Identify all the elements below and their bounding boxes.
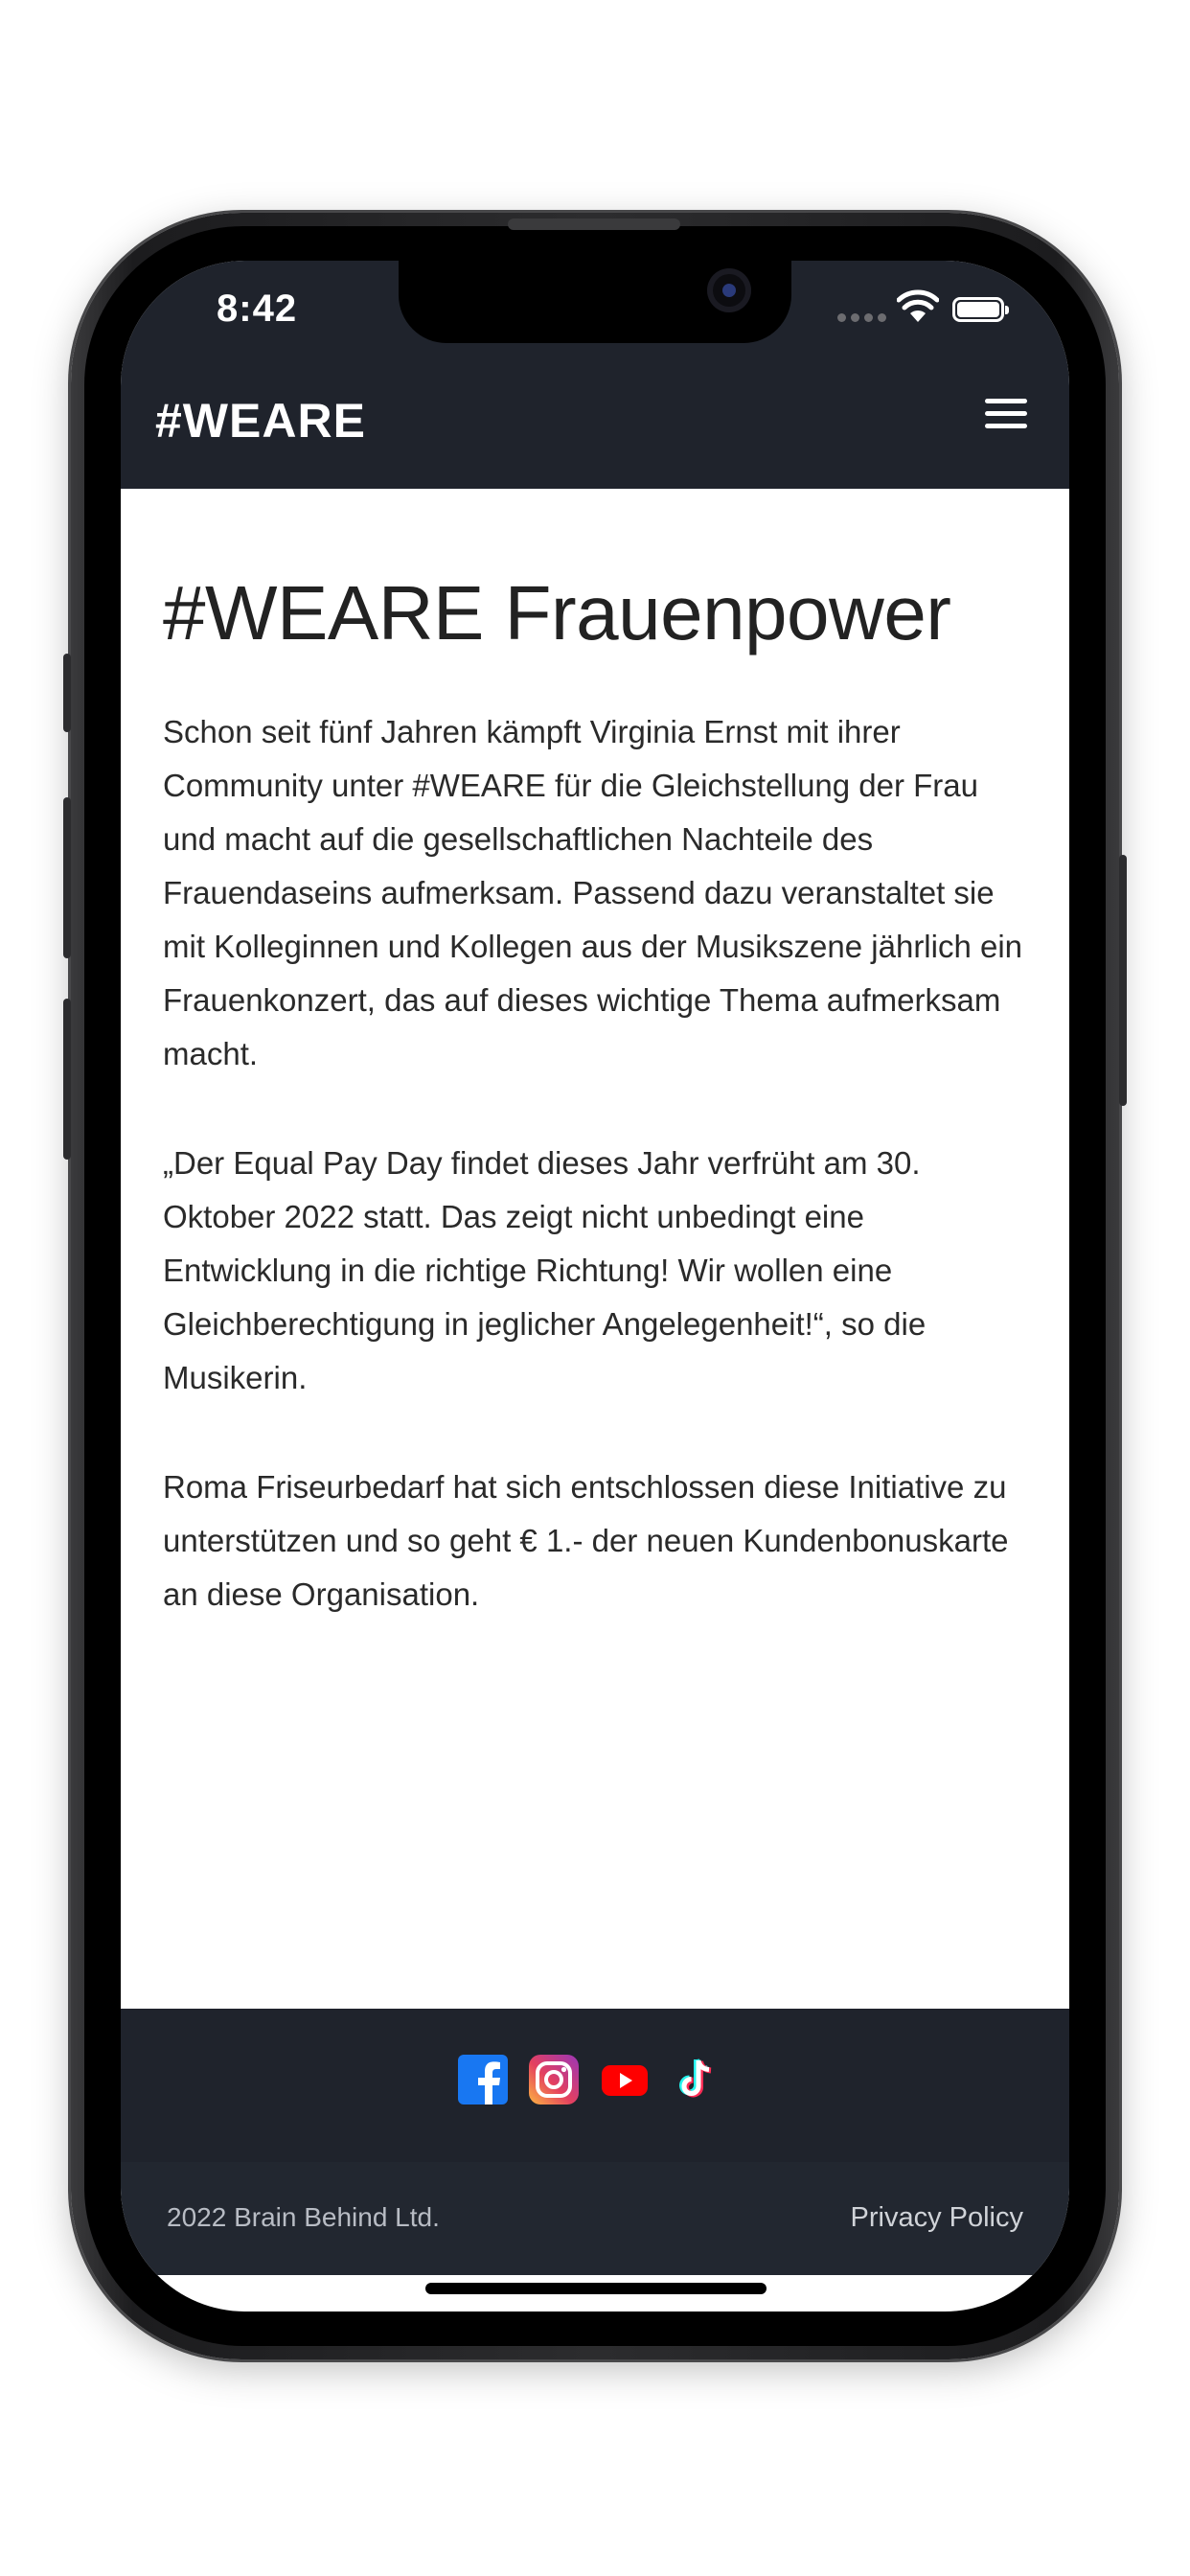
article-paragraph-1: Schon seit fünf Jahren kämpft Virginia Ernst mit ihrer Community unter #WEARE für die Gleichstellung der Frau und macht auf die gesellschaftlichen Nachteile des Frauendaseins aufmerksam. Passend dazu veranstaltet sie mit Kolleginnen und Kollegen aus der Musikszene jährlich ein Frauenkonzert, das auf dieses wichtige Thema aufmerksam macht. <box>163 714 1023 1071</box>
front-camera-icon <box>707 268 751 312</box>
volume-down-button <box>63 999 71 1160</box>
brand-logo[interactable]: #WEARE <box>155 394 366 448</box>
mute-switch <box>63 654 71 732</box>
phone-screen <box>121 261 1069 2312</box>
copyright-text: 2022 Brain Behind Ltd. <box>167 2202 440 2232</box>
article-paragraph-3: Roma Friseurbedarf hat sich entschlossen diese Initiative zu unterstützen und so geht € 1.- der neuen Kundenbonuskarte an diese Organisation. <box>163 1469 1009 1612</box>
dynamic-notch <box>399 261 791 343</box>
social-footer <box>121 2009 1069 2162</box>
status-time: 8:42 <box>217 288 298 330</box>
tiktok-icon[interactable] <box>671 2055 721 2104</box>
wifi-icon <box>897 289 939 324</box>
article-content <box>163 489 1025 1622</box>
power-button <box>1119 855 1127 1106</box>
earpiece-speaker <box>508 218 680 230</box>
cellular-signal-icon <box>837 313 886 322</box>
phone-frame <box>71 213 1119 2359</box>
app-header <box>121 261 1069 489</box>
instagram-icon[interactable] <box>529 2055 579 2104</box>
hamburger-menu-icon[interactable] <box>985 399 1027 431</box>
page-title: #WEARE Frauenpower <box>163 570 951 656</box>
facebook-icon[interactable] <box>458 2055 508 2104</box>
youtube-icon[interactable] <box>600 2055 650 2104</box>
battery-icon <box>952 297 1004 322</box>
social-links <box>458 2055 721 2104</box>
volume-up-button <box>63 797 71 958</box>
privacy-policy-link[interactable]: Privacy Policy <box>850 2202 1023 2233</box>
article-paragraph-2: „Der Equal Pay Day findet dieses Jahr verfrüht am 30. Oktober 2022 statt. Das zeigt nicht unbedingt eine Entwicklung in die richtige Richtung! Wir wollen eine Gleichberechtigung in jeglicher Angelegenheit!“, so die Musikerin. <box>163 1145 927 1395</box>
legal-footer <box>121 2162 1069 2275</box>
home-indicator[interactable] <box>425 2283 767 2294</box>
